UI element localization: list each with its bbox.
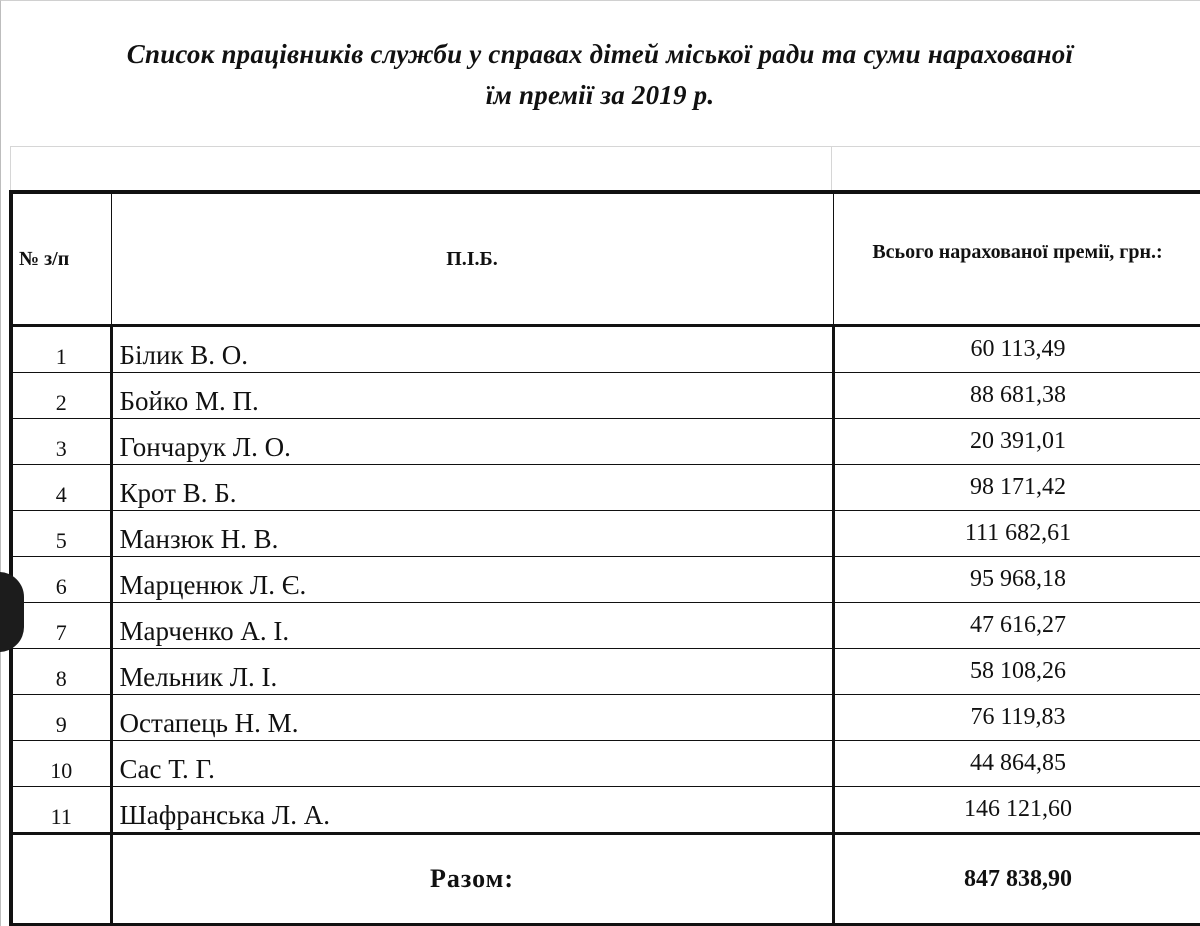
row-sum: 98 171,42 [833, 465, 1200, 511]
row-name: Білик В. О. [111, 326, 833, 373]
table-row [11, 695, 1200, 741]
table-row [11, 603, 1200, 649]
row-number: 2 [11, 373, 111, 419]
table-row [11, 649, 1200, 695]
table-row [11, 465, 1200, 511]
header-number: № з/п [11, 192, 111, 326]
row-name: Манзюк Н. В. [111, 511, 833, 557]
row-sum: 146 121,60 [833, 787, 1200, 834]
row-sum: 60 113,49 [833, 326, 1200, 373]
row-name: Марценюк Л. Є. [111, 557, 833, 603]
table-total-row [11, 834, 1200, 925]
table-row [11, 787, 1200, 834]
total-empty-cell [11, 834, 111, 925]
row-number: 6 [11, 557, 111, 603]
header-sum: Всього нарахованої премії, грн.: [833, 192, 1200, 326]
row-number: 7 [11, 603, 111, 649]
row-name: Марченко А. І. [111, 603, 833, 649]
table-row [11, 557, 1200, 603]
table-row [11, 511, 1200, 557]
spreadsheet-gridline [10, 146, 1200, 147]
row-name: Сас Т. Г. [111, 741, 833, 787]
row-number: 3 [11, 419, 111, 465]
row-name: Остапець Н. М. [111, 695, 833, 741]
row-name: Гончарук Л. О. [111, 419, 833, 465]
title-line-2: їм премії за 2019 р. [485, 80, 715, 110]
row-sum: 95 968,18 [833, 557, 1200, 603]
spreadsheet-gridline [831, 146, 832, 190]
row-sum: 47 616,27 [833, 603, 1200, 649]
table-row [11, 741, 1200, 787]
row-number: 10 [11, 741, 111, 787]
row-name: Мельник Л. І. [111, 649, 833, 695]
spreadsheet-gridline [10, 146, 11, 190]
bonus-table [9, 190, 1200, 926]
row-number: 9 [11, 695, 111, 741]
row-name: Крот В. Б. [111, 465, 833, 511]
row-sum: 58 108,26 [833, 649, 1200, 695]
row-name: Бойко М. П. [111, 373, 833, 419]
row-number: 5 [11, 511, 111, 557]
row-number: 1 [11, 326, 111, 373]
row-sum: 88 681,38 [833, 373, 1200, 419]
row-number: 4 [11, 465, 111, 511]
row-number: 11 [11, 787, 111, 834]
title-line-1: Список працівників служби у справах дітей міської ради та суми нарахованої [126, 39, 1074, 69]
document-title [0, 34, 1200, 116]
row-sum: 44 864,85 [833, 741, 1200, 787]
row-number: 8 [11, 649, 111, 695]
row-sum: 111 682,61 [833, 511, 1200, 557]
row-name: Шафранська Л. А. [111, 787, 833, 834]
table-row [11, 373, 1200, 419]
row-sum: 20 391,01 [833, 419, 1200, 465]
table-header-row [11, 192, 1200, 326]
table-row [11, 419, 1200, 465]
table-row [11, 326, 1200, 373]
header-name: П.І.Б. [111, 192, 833, 326]
total-label: Разом: [111, 834, 833, 925]
row-sum: 76 119,83 [833, 695, 1200, 741]
total-sum: 847 838,90 [833, 834, 1200, 925]
